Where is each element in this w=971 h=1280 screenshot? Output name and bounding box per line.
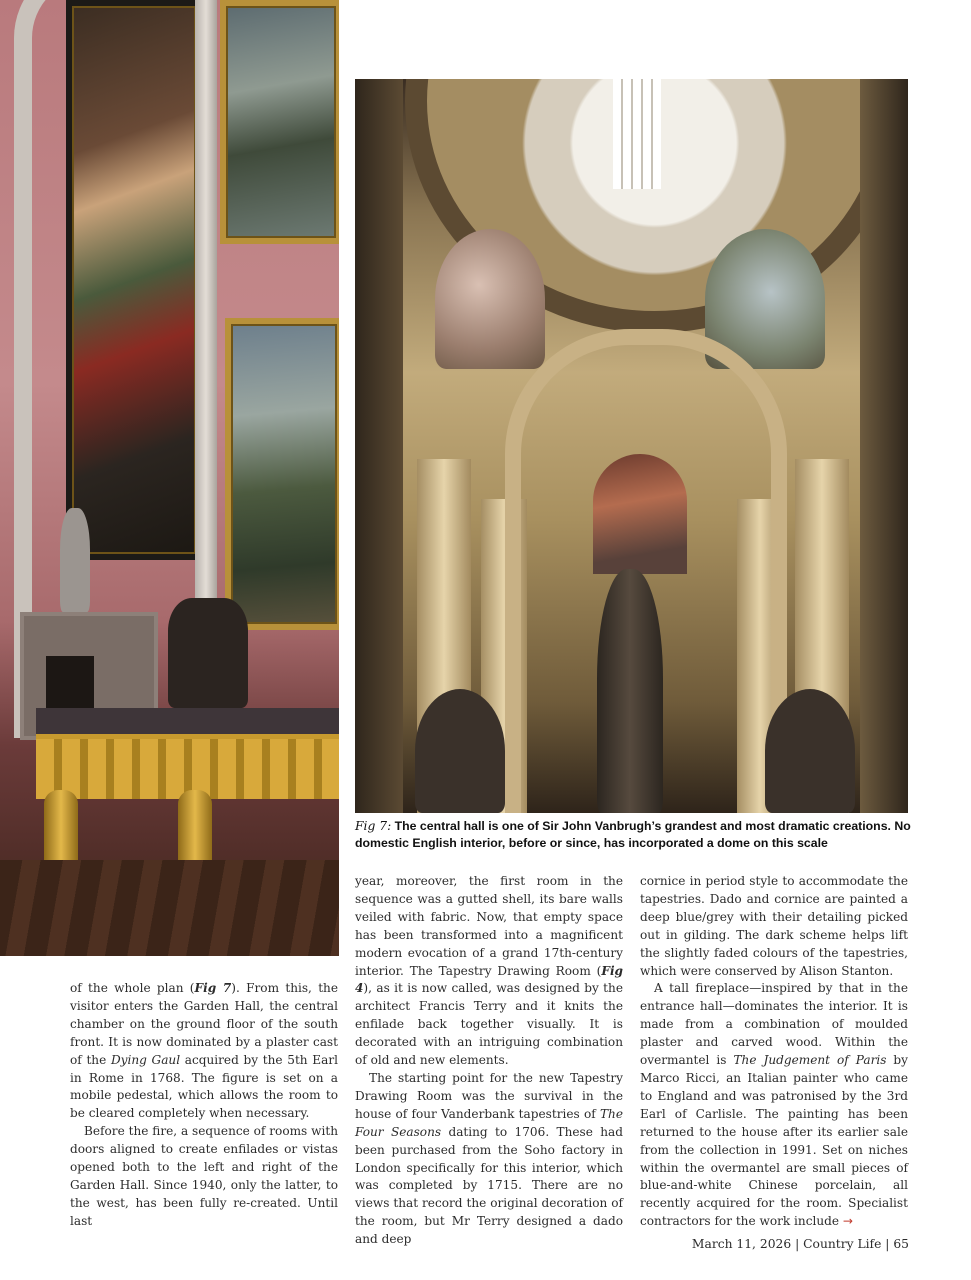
paragraph: Before the fire, a sequence of rooms with doors aligned to create enfilades or vistas opened both to the left and right of the Garden Hall. Since 1940, only the latter, to the west, has been fully re-created. Until last [70, 1124, 338, 1228]
wooden-floor [0, 860, 339, 956]
large-religious-painting [66, 0, 202, 560]
figure-reference: Fig 7 [194, 981, 232, 995]
stone-column [195, 0, 217, 640]
side-wall-left [355, 79, 403, 813]
bust-right [765, 689, 855, 813]
standing-statue [597, 569, 663, 813]
side-wall-right [860, 79, 908, 813]
niche-painting [593, 454, 687, 574]
figure-label: Fig 7: [355, 819, 392, 833]
continue-arrow-icon: → [842, 1214, 853, 1229]
paragraph: of the whole plan (Fig 7). From this, the visitor enters the Garden Hall, the central chamber on the ground floor of the south front. It is now dominated by a plaster cast of the Dying Gaul acquired by the 5th Earl in Rome in 1768. The figure is set on a mobile pedestal, which allows the room to be cleared completely when necessary. [70, 981, 338, 1121]
figure-reference: Fig 4 [355, 963, 623, 996]
caption-text: The central hall is one of Sir John Vanbrugh’s grandest and most dramatic creations. No domestic English interior, before or since, has incorporated a dome on this scale [355, 819, 911, 850]
paragraph: A tall fireplace—inspired by that in the entrance hall—dominates the interior. It is made from a combination of moulded plaster and carved wood. Within the overmantel is The Judgement of Paris by Marco Ricci, an Italian painter who came to England and was patronised by the 3rd Earl of Carlisle. The painting has been returned to the house after its earlier sale from the collection in 1991. Set on niches within the overmantel are small pieces of blue-and-white Chinese porcelain, all recently acquired for the room. Specialist contractors for the work include → [640, 981, 909, 1229]
bronze-seated-figure [168, 598, 248, 708]
page-folio: March 11, 2026 | Country Life | 65 [691, 1237, 909, 1251]
landscape-painting-upper [220, 0, 339, 244]
paragraph: cornice in period style to accommodate the tapestries. Dado and cornice are painted a deep blue/grey with their detailing picked out in gilding. The dark scheme helps lift the slightly faded colours of the tapestries, which were conserved by Alison Stanton. [640, 874, 908, 978]
marble-statuette [60, 508, 90, 612]
figure-caption [355, 818, 915, 852]
artwork-title: The Four Seasons [355, 1106, 623, 1139]
paragraph: year, moreover, the first room in the sequence was a gutted shell, its bare walls veiled with fabric. Now, that empty space has been transformed into a magnificent modern evocation of a grand 17th-century interior. The Tapestry Drawing Room (Fig 4), as it is now called, was designed by the architect Francis Terry and it knits the enfilade back together visually. It is decorated with an intriguing combination of old and new elements. [355, 874, 623, 1068]
fresco-left [435, 229, 545, 369]
paragraph: The starting point for the new Tapestry Drawing Room was the survival in the house of four Vanderbank tapestries of The Four Seasons dating to 1706. These had been purchased from the Soho factory in London specifically for this interior, which was completed by 1715. There are no views that record the original decoration of the room, but Mr Terry designed a dado and deep [355, 1070, 624, 1247]
dome-lantern-window [613, 79, 661, 189]
bust-left [415, 689, 505, 813]
text-column-2 [355, 873, 623, 1249]
console-table-top [36, 708, 339, 739]
artwork-title: The Judgement of Paris [733, 1053, 887, 1068]
artwork-title: Dying Gaul [110, 1052, 181, 1067]
central-hall-photo [355, 79, 908, 813]
text-column-3 [640, 873, 908, 1231]
gallery-photo [0, 0, 339, 956]
text-column-1 [70, 980, 338, 1231]
landscape-painting-lower [225, 318, 339, 630]
